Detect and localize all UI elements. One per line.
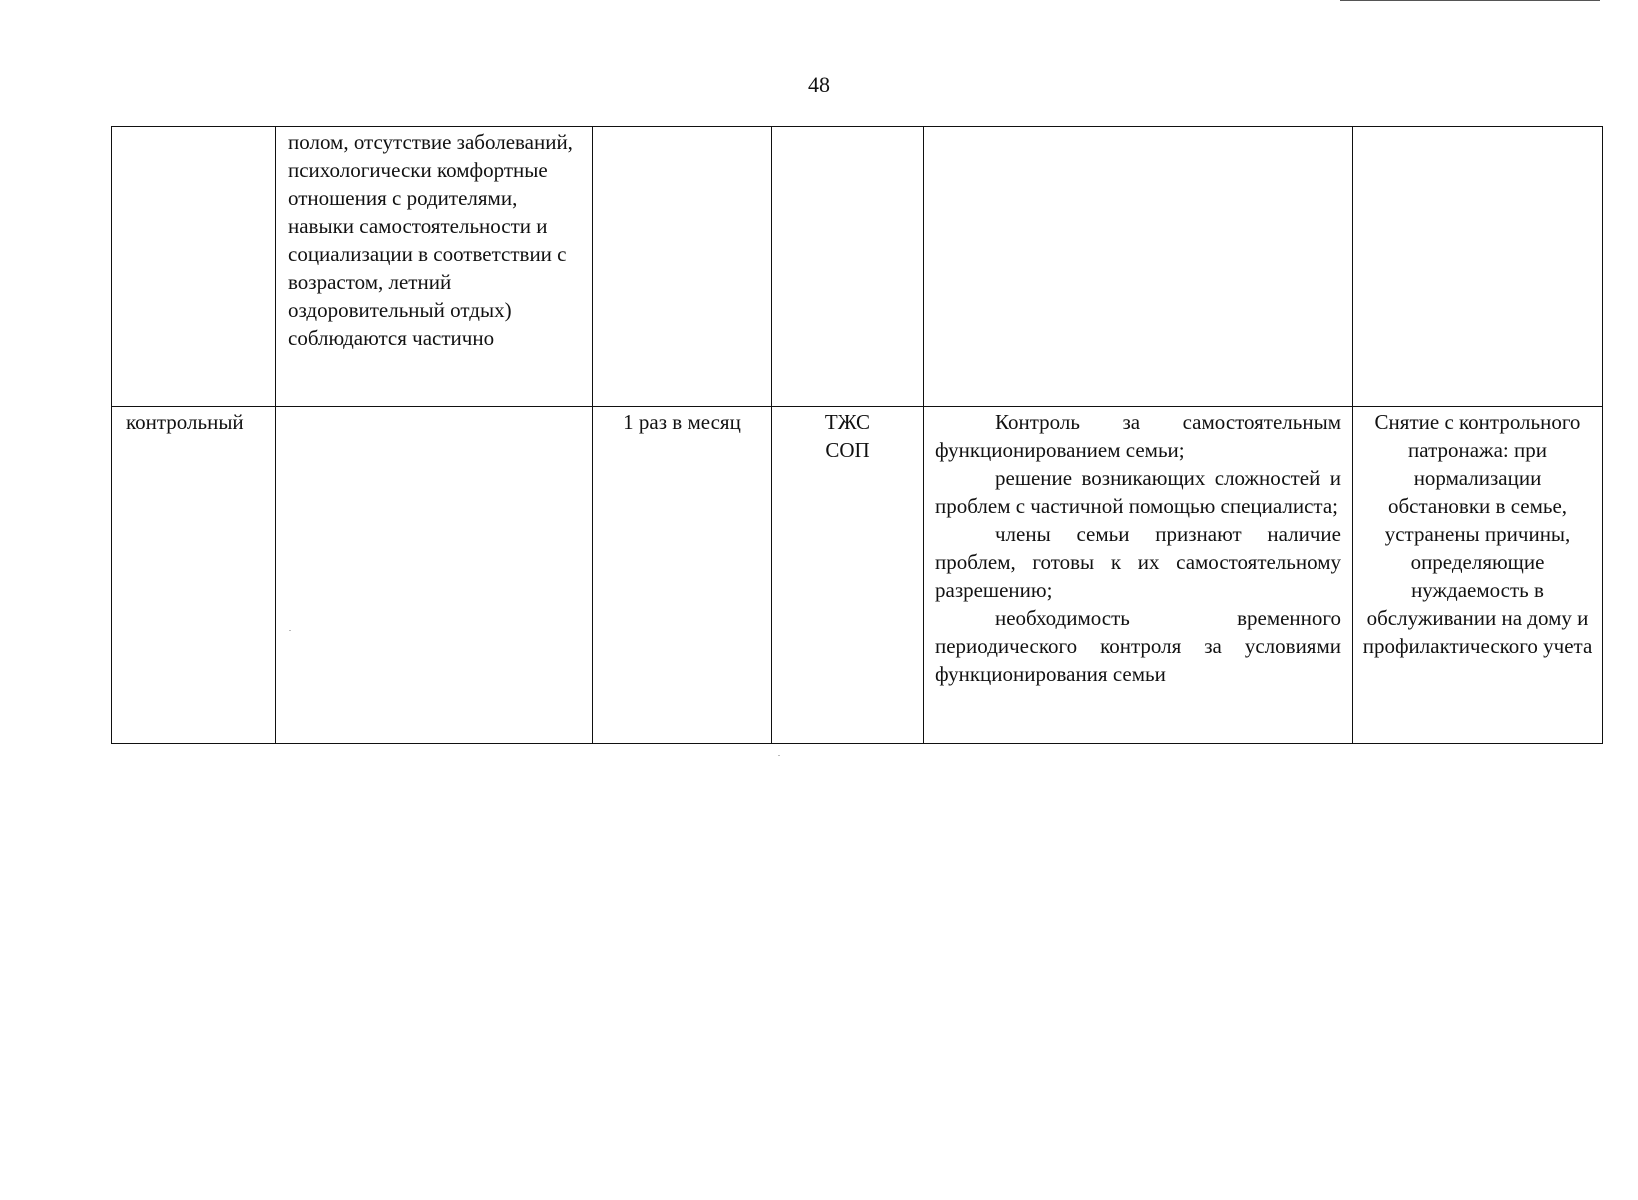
frequency-cell xyxy=(593,407,772,744)
condition-cell-empty xyxy=(276,407,593,744)
frequency-cell-empty xyxy=(593,127,772,407)
content-paragraph: необходимость временного периодического контроля за условиями функционирования семьи xyxy=(935,606,1341,686)
responsible-item: ТЖС xyxy=(824,410,871,434)
scan-speck xyxy=(289,630,291,631)
responsible-list xyxy=(772,407,923,464)
scan-speck xyxy=(778,755,780,756)
responsible-item: СОП xyxy=(825,438,870,462)
family-support-table xyxy=(111,126,1603,744)
stage-label: контрольный xyxy=(126,410,244,434)
page-number: 48 xyxy=(808,72,830,97)
condition-text: полом, отсутствие заболеваний, психологически комфортные отношения с родителями, навыки самостоятельности и социализации в соответствии с возрастом, летний оздоровительный отдых) соблюдаются частично xyxy=(288,130,573,350)
content-paragraphs xyxy=(924,407,1352,688)
closing-cell-empty xyxy=(1353,127,1603,407)
responsible-cell xyxy=(772,407,924,744)
closing-cell xyxy=(1353,407,1603,744)
content-paragraph: Контроль за самостоятельным функционированием семьи; xyxy=(935,410,1341,462)
frequency-value: 1 раз в месяц xyxy=(623,410,741,434)
responsible-cell-empty xyxy=(772,127,924,407)
stage-cell xyxy=(112,407,276,744)
table-row-continuation xyxy=(112,127,1603,407)
content-cell-empty xyxy=(924,127,1353,407)
closing-criteria: Снятие с контрольного патронажа: при нормализации обстановки в семье, устранены причины, определяющие нуждаемость в обслуживании на дому и профилактического учета xyxy=(1362,410,1593,658)
content-paragraph: члены семьи признают наличие проблем, готовы к их самостоятельному разрешению; xyxy=(935,522,1341,602)
top-edge-rule xyxy=(1340,0,1600,1)
content-paragraph: решение возникающих сложностей и проблем с частичной помощью специалиста; xyxy=(935,466,1341,518)
table-row-control-stage xyxy=(112,407,1603,744)
content-cell xyxy=(924,407,1353,744)
condition-cell xyxy=(276,127,593,407)
stage-cell-empty xyxy=(112,127,276,407)
